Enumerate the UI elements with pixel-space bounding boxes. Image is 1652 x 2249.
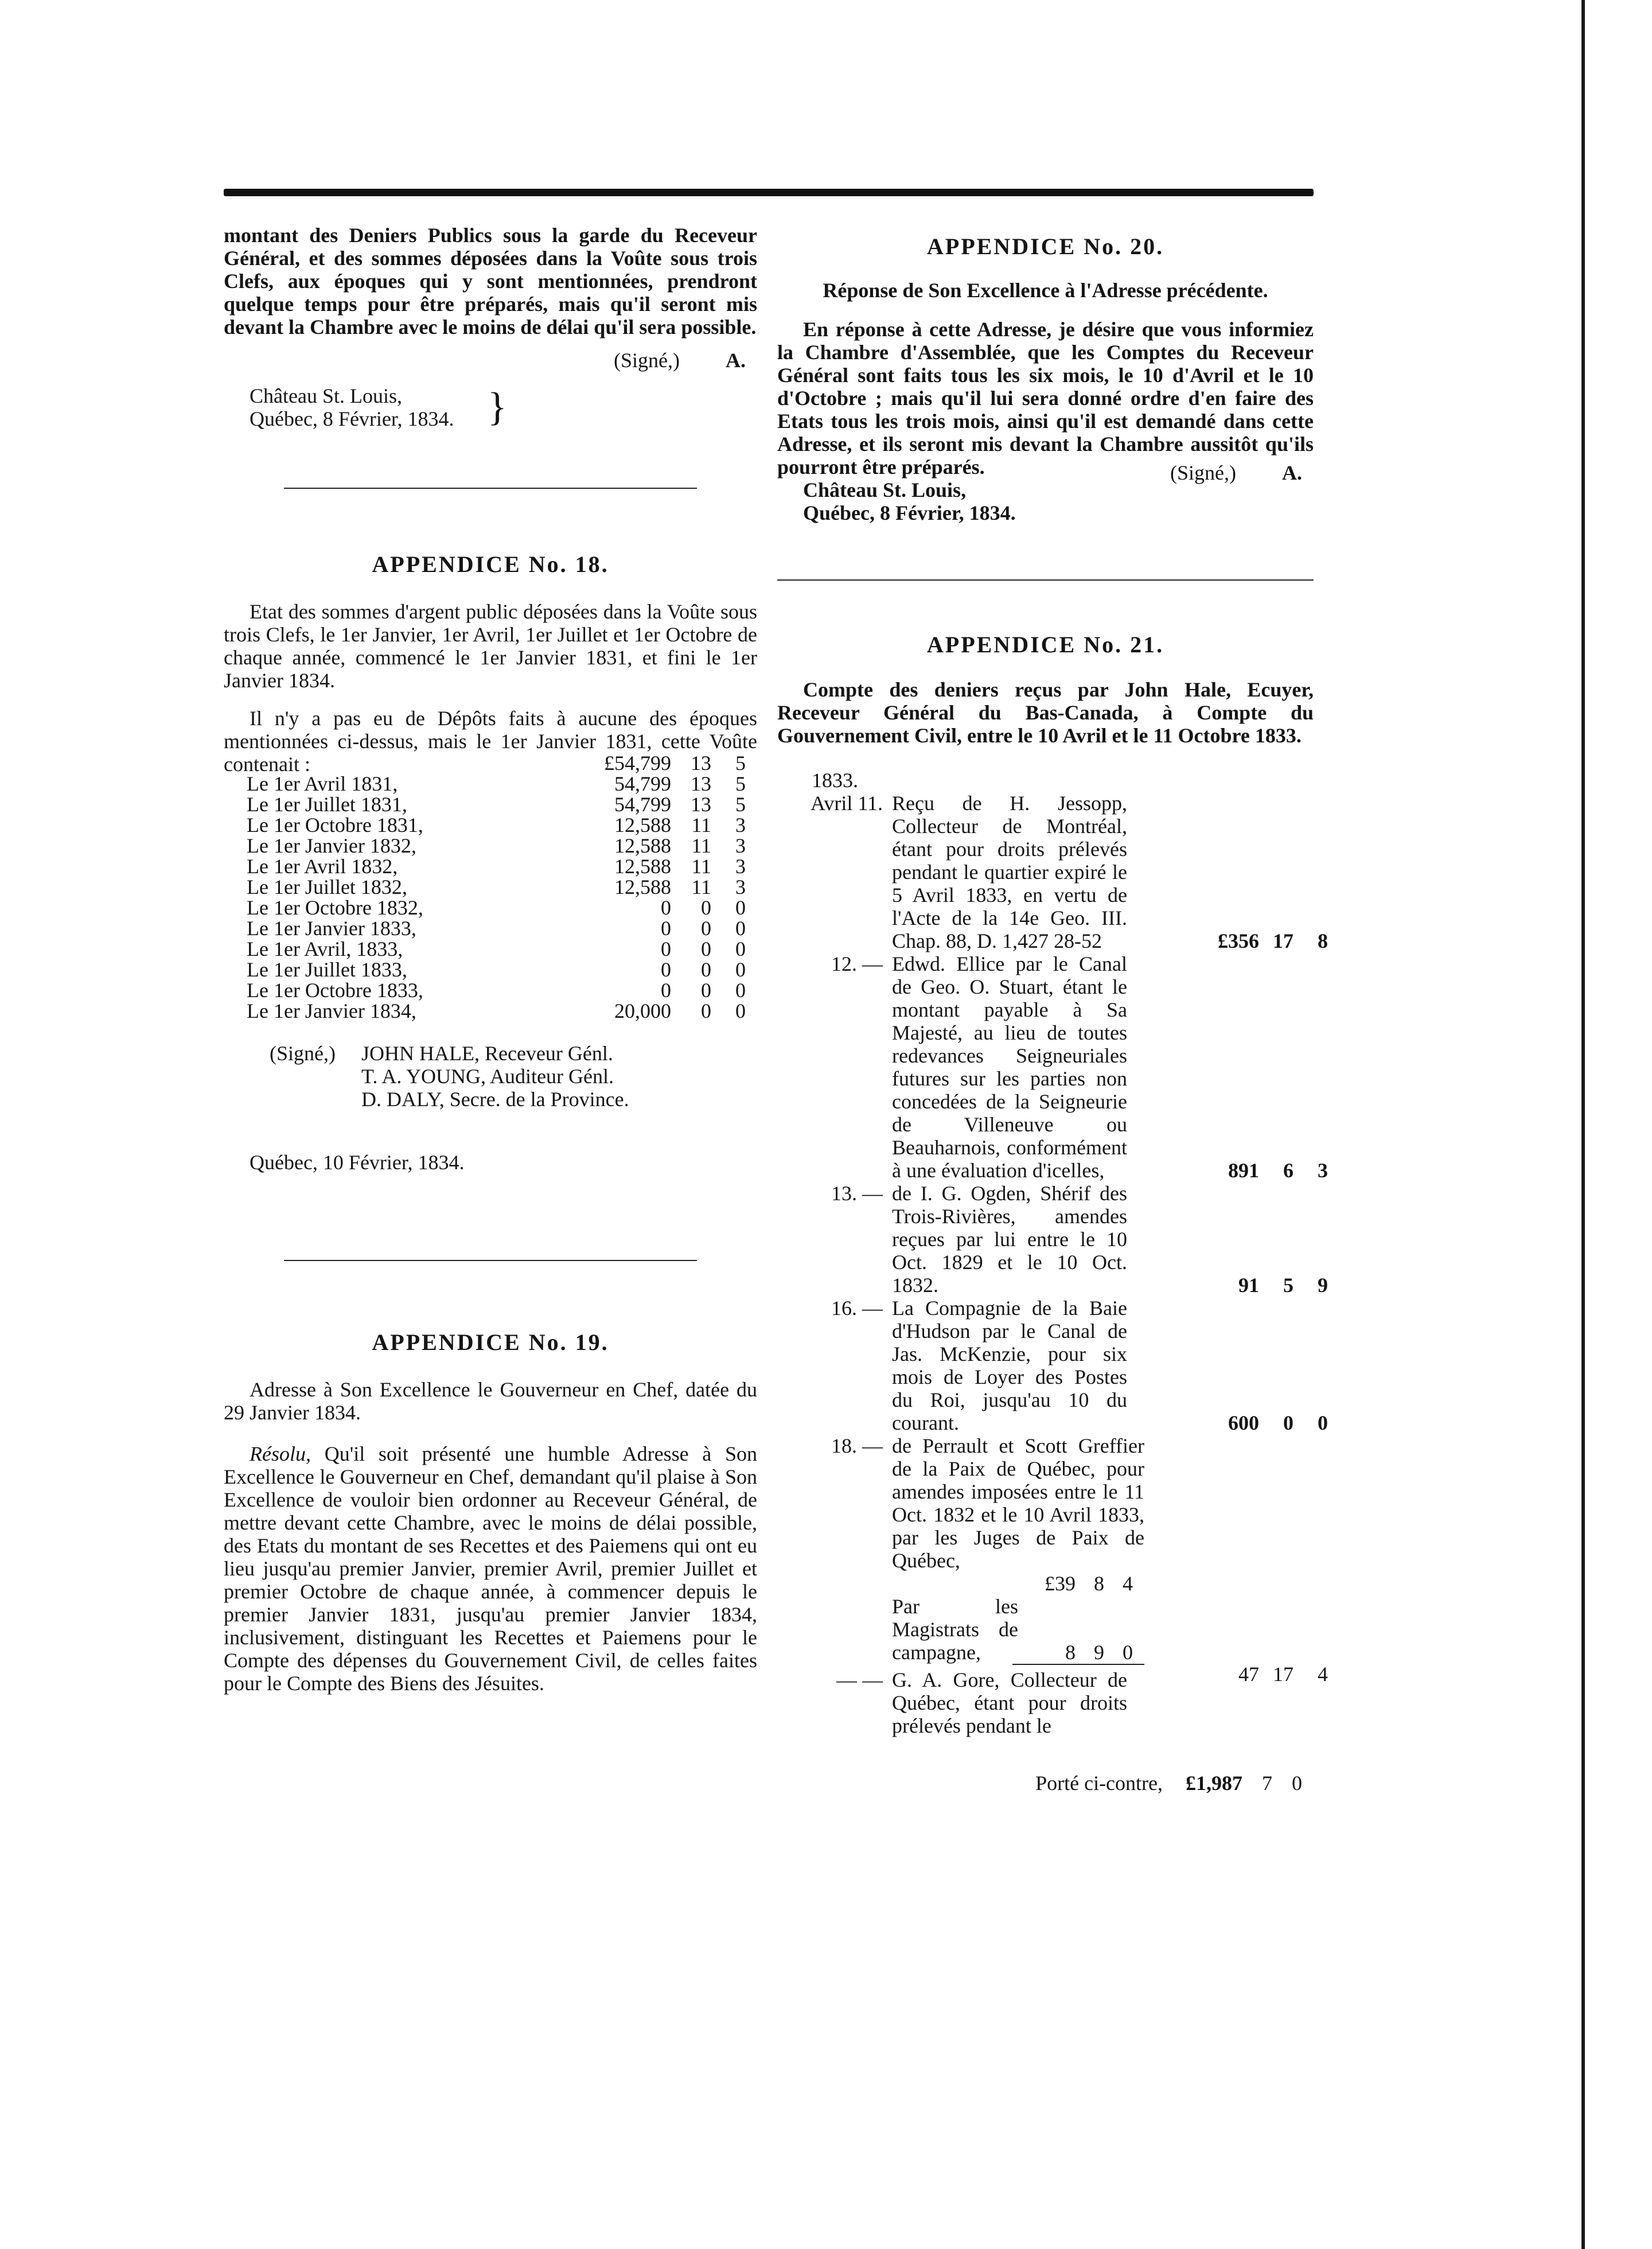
deposit-amount: 12,588 — [614, 855, 671, 878]
signed-initial: A. — [1282, 461, 1302, 484]
deposit-amount: 54,799 — [614, 772, 671, 795]
appendix-19-body — [224, 1442, 757, 1695]
subtotal-row-2-amounts — [892, 1641, 1314, 1664]
deposit-date: Le 1er Octobre 1831, — [247, 814, 423, 836]
deposit-row — [224, 856, 746, 877]
account-entry — [777, 1297, 1328, 1434]
entry-pounds: 91 — [1238, 1274, 1259, 1297]
deposit-s: 13 — [691, 772, 711, 795]
deposit-d: 3 — [735, 876, 746, 898]
entry-description: G. A. Gore, Collecteur de Québec, étant pour droits prélevés pendant le — [892, 1668, 1127, 1737]
deposit-s: 0 — [701, 937, 711, 960]
deposit-s: 11 — [691, 855, 711, 878]
place-date — [777, 478, 1314, 524]
deposit-row — [224, 835, 746, 856]
deposit-date: Le 1er Janvier 1832, — [247, 834, 416, 857]
deposit-date: Le 1er Octobre 1833, — [247, 979, 423, 1002]
deposit-s: 0 — [701, 979, 711, 1002]
deposit-row — [224, 939, 746, 959]
appendix-20-heading: APPENDICE No. 20. — [926, 234, 1164, 259]
deposit-row — [224, 877, 746, 897]
deposit-s: 11 — [691, 814, 711, 836]
entry-pence: 3 — [1318, 1159, 1328, 1182]
deposit-amount: £54,799 — [604, 752, 671, 775]
account-entry — [777, 792, 1328, 952]
deposit-d: 0 — [735, 979, 746, 1002]
deposit-d: 3 — [735, 814, 746, 836]
subtotal-2-l: 8 — [1065, 1641, 1076, 1664]
entry-date: 12. — — [831, 952, 883, 975]
signed-label: (Signé,) — [270, 1042, 336, 1065]
place-line-2: Québec, 8 Février, 1834. — [250, 407, 454, 430]
deposits-table — [224, 753, 746, 1021]
entry-date: Avril 11. — [811, 792, 883, 815]
signatory-3: D. DALY, Secre. de la Province. — [361, 1088, 629, 1111]
entry-pounds: 600 — [1228, 1411, 1259, 1434]
page-edge-line — [1581, 0, 1585, 2249]
deposit-date: Le 1er Janvier 1834, — [247, 999, 416, 1022]
subtotal-total-s: 17 — [1273, 1663, 1293, 1686]
deposit-d: 0 — [735, 917, 746, 940]
place-line-2: Québec, 8 Février, 1834. — [803, 501, 1016, 524]
deposit-row — [224, 794, 746, 815]
deposit-amount: 0 — [661, 896, 671, 919]
entry-description: de Perrault et Scott Greffier de la Paix de Québec, pour amendes imposées entre le 11 Oct. 1832 et le 10 Avril 1833, par les Juges de Paix de Québec, — [892, 1434, 1144, 1572]
deposit-s: 0 — [701, 896, 711, 919]
deposit-row — [224, 815, 746, 835]
appendix-18-heading: APPENDICE No. 18. — [372, 551, 609, 577]
deposit-d: 0 — [735, 958, 746, 981]
place-line-1: Château St. Louis, — [250, 384, 402, 407]
signatory-1: JOHN HALE, Receveur Génl. — [361, 1042, 613, 1065]
subtotal-2-d: 0 — [1123, 1641, 1133, 1664]
signatory-2: T. A. YOUNG, Auditeur Génl. — [361, 1065, 614, 1088]
subtotal-2-desc: Par les Magistrats de campagne, — [892, 1595, 1018, 1664]
continuation-text: montant des Deniers Publics sous la garde du Receveur Général, et des sommes déposées dans la Voûte sous trois Clefs, aux époques qui y sont mentionnées, prendront quelque temps pour être préparés, mais qu'il seront mis devant la Chambre avec le moins de délai qu'il sera possible. — [224, 224, 757, 338]
deposit-amount: 12,588 — [614, 876, 671, 898]
deposit-amount: 0 — [661, 979, 671, 1002]
entry-pence: 9 — [1318, 1274, 1328, 1297]
left-column — [224, 224, 757, 1695]
subtotal-row-1 — [892, 1572, 1314, 1595]
carried-d: 0 — [1292, 1772, 1302, 1795]
carried-total — [777, 1772, 1314, 1795]
entry-pence: 0 — [1318, 1411, 1328, 1434]
subtotal-total-l: 47 — [1238, 1663, 1259, 1686]
resolu-label: Résolu, — [250, 1442, 311, 1465]
signature-line — [224, 349, 757, 372]
deposit-s: 13 — [691, 793, 711, 816]
deposit-row — [224, 1001, 746, 1021]
entry-description: Reçu de H. Jessopp, Collecteur de Montréal, étant pour droits prélevés pendant le quartier expiré le 5 Avril 1833, en vertu de l'Acte de la 14e Geo. III. Chap. 88, D. 1,427 28-52 — [892, 792, 1127, 952]
subtotal-1-d: 4 — [1123, 1572, 1133, 1595]
deposit-d: 5 — [735, 752, 746, 775]
deposit-d: 0 — [735, 999, 746, 1022]
appendix-18-note: Il n'y a pas eu de Dépôts faits à aucune des époques mentionnées ci-dessus, mais le 1er Janvier 1831, cette Voûte contenait : — [224, 707, 757, 776]
deposit-row — [224, 773, 746, 794]
appendix-19-intro: Adresse à Son Excellence le Gouverneur en Chef, datée du 29 Janvier 1834. — [224, 1378, 757, 1424]
entry-date: 16. — — [831, 1297, 883, 1320]
deposit-amount: 12,588 — [614, 814, 671, 836]
right-column — [777, 224, 1328, 1795]
entry-pounds: 891 — [1228, 1159, 1259, 1182]
account-entry — [777, 1182, 1328, 1297]
deposit-date: Le 1er Octobre 1832, — [247, 896, 423, 919]
deposit-date: Le 1er Juillet 1831, — [247, 793, 407, 816]
deposit-d: 0 — [735, 937, 746, 960]
deposit-date: Le 1er Juillet 1833, — [247, 958, 407, 981]
deposit-s: 11 — [691, 834, 711, 857]
account-entry — [777, 952, 1328, 1182]
carried-s: 7 — [1262, 1772, 1272, 1795]
signed-initial: A. — [726, 349, 746, 372]
appendix-18-date: Québec, 10 Février, 1834. — [250, 1151, 465, 1174]
deposit-amount: 54,799 — [614, 793, 671, 816]
deposit-d: 3 — [735, 855, 746, 878]
entry-date: 13. — — [831, 1182, 883, 1205]
entry-description: de I. G. Ogden, Shérif des Trois-Rivières, amendes reçues par lui entre le 10 Oct. 1829 et le 10 Oct. 1832. — [892, 1182, 1127, 1297]
entry-shillings: 0 — [1283, 1411, 1293, 1434]
brace-glyph: } — [488, 385, 507, 429]
deposit-row — [224, 918, 746, 939]
deposit-s: 0 — [701, 917, 711, 940]
deposit-d: 0 — [735, 896, 746, 919]
entry-description: La Compagnie de la Baie d'Hudson par le Canal de Jas. McKenzie, pour six mois de Loyer des Postes du Roi, jusqu'au 10 du courant. — [892, 1297, 1127, 1434]
deposit-d: 5 — [735, 793, 746, 816]
deposit-d: 5 — [735, 772, 746, 795]
account-year: 1833. — [812, 769, 858, 792]
deposit-s: 11 — [691, 876, 711, 898]
signed-label: (Signé,) — [614, 349, 680, 372]
deposit-amount: 20,000 — [614, 999, 671, 1022]
appendix-20-body: En réponse à cette Adresse, je désire que vous informiez la Chambre d'Assemblée, que les Comptes du Receveur Général sont faits tous les six mois, le 10 d'Avril et le 10 d'Octobre ; mais qu'il lui sera donné ordre d'en faire des Etats tous les trois mois, ainsi qu'il est demandé dans cette Adresse, et ils seront mis devant la Chambre aussitôt qu'ils pourront être préparés. — [777, 318, 1314, 478]
entry-shillings: 17 — [1273, 929, 1293, 952]
deposit-d: 3 — [735, 834, 746, 857]
deposit-amount: 12,588 — [614, 834, 671, 857]
deposit-amount: 0 — [661, 917, 671, 940]
entry-shillings: 6 — [1283, 1159, 1293, 1182]
subtotal-1-l: £39 — [1045, 1572, 1076, 1595]
appendix-21-intro: Compte des deniers reçus par John Hale, Ecuyer, Receveur Général du Bas-Canada, à Compte du Gouvernement Civil, entre le 10 Avril et le 11 Octobre 1833. — [777, 678, 1314, 747]
entry-pence: 8 — [1318, 929, 1328, 952]
carried-label: Porté ci-contre, — [1035, 1772, 1163, 1795]
top-rule — [224, 189, 1314, 196]
deposit-row — [224, 897, 746, 918]
deposit-amount: 0 — [661, 958, 671, 981]
appendix-18-signatures — [224, 1042, 757, 1111]
account-entries — [777, 792, 1328, 1572]
account-entry — [777, 1434, 1314, 1572]
appendix-19-heading: APPENDICE No. 19. — [372, 1329, 609, 1355]
deposit-s: 0 — [701, 999, 711, 1022]
subtotal-total-d: 4 — [1318, 1663, 1328, 1686]
appendix-20-subtitle: Réponse de Son Excellence à l'Adresse précédente. — [823, 279, 1268, 302]
deposit-date: Le 1er Avril, 1833, — [247, 937, 403, 960]
place-date — [224, 384, 757, 430]
entry-date: — — — [836, 1668, 883, 1691]
carried-l: £1,987 — [1186, 1772, 1242, 1795]
subtotal-2-s: 9 — [1094, 1641, 1104, 1664]
appendix-19-text: Qu'il soit présenté une humble Adresse à Son Excellence le Gouverneur en Chef, demandant qu'il plaise à Son Excellence de vouloir bien ordonner au Receveur Général, de mettre devant cette Chambre, avec le moins de délai possible, des Etats du montant de ses Recettes et des Paiemens qui ont eu lieu jusqu'au premier Janvier, premier Avril, premier Juillet et premier Octobre de chaque année, à commencer depuis le premier Janvier 1831, jusqu'au premier Janvier 1834, inclusivement, distinguant les Recettes et Paiemens pour le Compte des dépenses du Gouvernement Civil, de celles faites pour le Compte des Biens des Jésuites. — [224, 1442, 758, 1695]
signed-label: (Signé,) — [1170, 461, 1236, 484]
appendix-18-intro: Etat des sommes d'argent public déposées dans la Voûte sous trois Clefs, le 1er Janvier, 1er Avril, 1er Juillet et 1er Octobre de chaque année, commencé le 1er Janvier 1831, et fini le 1er Janvier 1834. — [224, 600, 757, 692]
appendix-21-heading: APPENDICE No. 21. — [926, 632, 1164, 657]
deposit-date: Le 1er Juillet 1832, — [247, 876, 407, 898]
deposit-date: Le 1er Avril 1832, — [247, 855, 398, 878]
deposit-s: 13 — [691, 752, 711, 775]
deposit-amount: 0 — [661, 937, 671, 960]
deposit-row — [224, 980, 746, 1001]
entry-shillings: 5 — [1283, 1274, 1293, 1297]
deposit-s: 0 — [701, 958, 711, 981]
entry-description: Edwd. Ellice par le Canal de Geo. O. Stuart, étant le montant payable à Sa Majesté, au lieu de toutes redevances Seigneuriales futures sur les parties non concedées de la Seigneurie de Villeneuve ou Beauharnois, conformément à une évaluation d'icelles, — [892, 952, 1127, 1182]
deposit-date: Le 1er Janvier 1833, — [247, 917, 416, 940]
deposit-date: Le 1er Avril 1831, — [247, 772, 398, 795]
subtotal-1-s: 8 — [1094, 1572, 1104, 1595]
entry-pounds: £356 — [1218, 929, 1259, 952]
entry-date: 18. — — [831, 1434, 883, 1457]
deposit-row — [224, 959, 746, 980]
subtotal-label — [892, 1572, 1007, 1595]
place-line-1: Château St. Louis, — [803, 478, 967, 501]
